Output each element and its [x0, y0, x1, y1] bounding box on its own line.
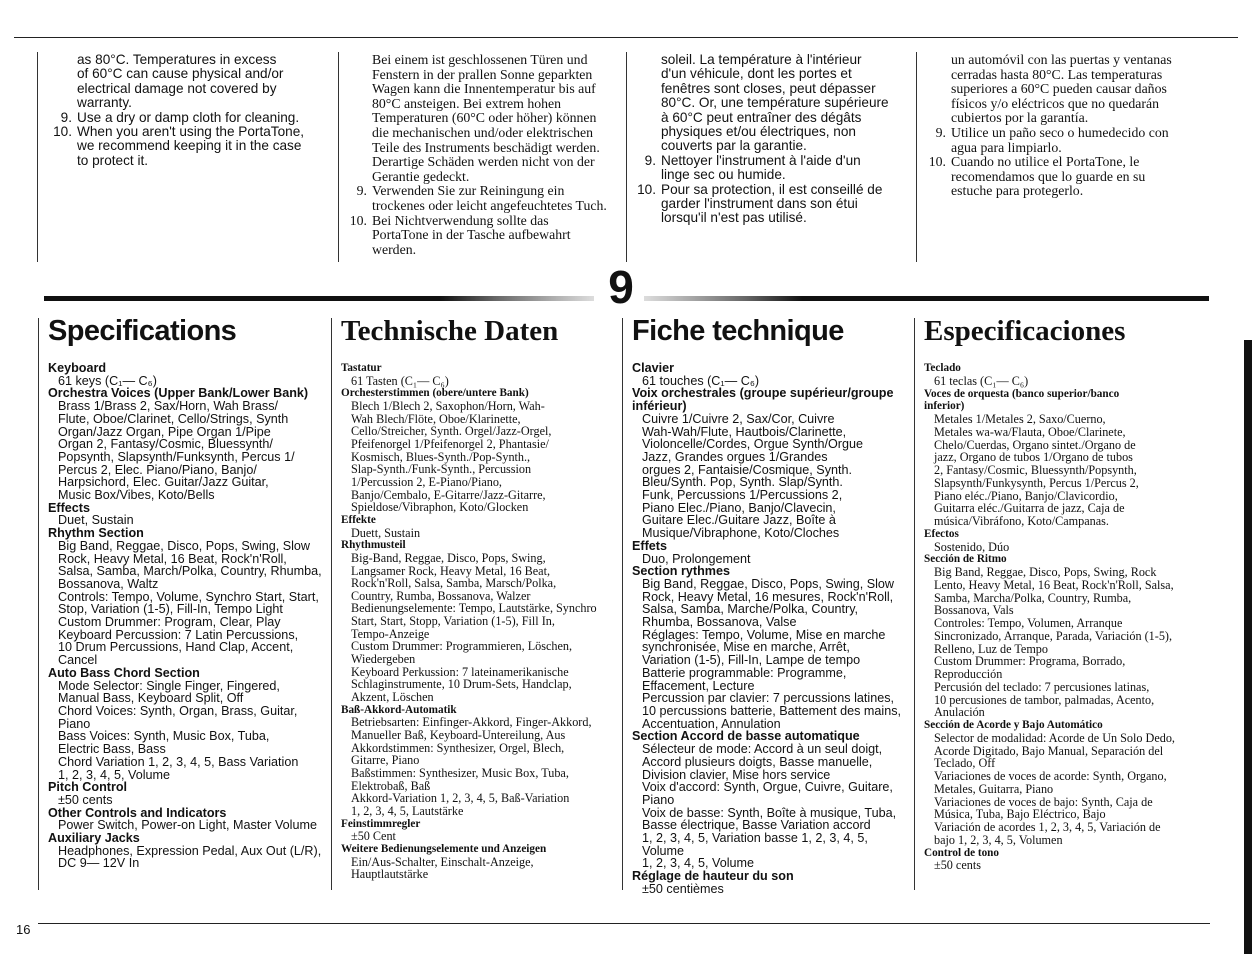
list-text — [372, 214, 625, 258]
specs-heading: Fiche technique — [632, 315, 844, 347]
numbered-list — [347, 184, 625, 257]
numbered-list — [52, 111, 334, 169]
spec-value: Duet, Sustain — [58, 513, 134, 528]
column-rule — [37, 52, 38, 262]
list-text — [372, 184, 625, 213]
list-number: 10. — [349, 212, 367, 228]
list-number: 10. — [53, 124, 72, 140]
text-line: Bei Nichtverwendung sollte das — [372, 212, 549, 228]
spec-value: Big-Band, Reggae, Disco, Pops, Swing, Langsamer Rock, Heavy Metal, 16 Beat, Rock'n'Roll, Salsa, Samba, Marsch/Polka, Country, Rumba, Bossanova, Walzer Bedienungselemente: Tempo, Lautstärke, Synchro Start, Start, Stopp, Variation (1-5), Fill In, Tempo-Anzeige Custom Drummer: Programmieren, Löschen, Wiedergeben Keyboard Perkussion: 7 lateinamerikanische Schlaginstrumente, 10 Drum-Sets, Handclap, Akzent, Löschen — [351, 550, 597, 705]
spec-list — [341, 362, 621, 881]
spec-value: ±50 cents — [58, 792, 113, 807]
text-line: Utilice un paño seco o humedecido con — [951, 124, 1169, 140]
text-line: cubiertos por la garantía. — [951, 110, 1089, 126]
text-line: Teile des Instruments beschädigt werden. — [372, 139, 600, 155]
text-line: couverts par la garantie. — [661, 138, 807, 154]
spec-label: Auto Bass Chord Section — [48, 665, 200, 680]
spec-value: ±50 cents — [934, 858, 981, 873]
spec-value: 61 keys (C₁— C₆) — [58, 373, 157, 388]
spec-value: Selector de modalidad: Acorde de Un Solo Dedo, Acorde Digitado, Bajo Manual, Separación del Teclado, Off Variaciones de voces de acorde: Synth, Organo, Metales, Guitarra, Piano Variaciones de voces de bajo: Synth, Caja de Música, Tuba, Bajo Eléctrico, Bajo Variación de acordes 1, 2, 3, 4, 5, Variación de bajo 1, 2, 3, 4, 5, Volumen — [934, 730, 1175, 847]
text-line: agua para limpiarlo. — [951, 139, 1062, 155]
numbered-list — [926, 126, 1208, 199]
spec-value: Betriebsarten: Einfinger-Akkord, Finger-Akkord, Manueller Baß, Keyboard-Untereilung, Aus Akkordstimmen: Synthesizer, Orgel, Blech, Gitarre, Piano Baßstimmen: Synthesizer, Music Box, Tuba, Elektrobaß, Baß Akkord-Variation 1, 2, 3, 4, 5, Baß-Variation 1, 2, 3, 4, 5, Lautstärke — [351, 715, 592, 818]
list-item — [926, 155, 1208, 199]
care-text-es — [926, 53, 1208, 263]
list-item — [52, 111, 334, 125]
list-number: 9. — [644, 152, 656, 168]
text-line: electrical damage not covered by — [77, 80, 277, 96]
list-text — [77, 125, 334, 168]
spec-label: Voces de orquesta (banco superior/banco inferior) — [924, 387, 1120, 413]
section-divider-right — [644, 296, 1209, 301]
text-line: Nettoyer l'instrument à l'aide d'un — [661, 152, 861, 168]
text-line: physiques et/ou électriques, non — [661, 124, 856, 140]
text-line: cerradas hasta 80°C. Las temperaturas — [951, 66, 1163, 82]
list-number: 9. — [935, 124, 946, 140]
spec-label: Weitere Bedienungselemente und Anzeigen — [341, 842, 547, 855]
text-line: Verwenden Sie zur Reiningung ein — [372, 183, 565, 199]
spec-label: Voix orchestrales (groupe supérieur/groupe inférieur) — [632, 386, 894, 414]
care-text-en — [52, 53, 334, 263]
spec-label: Réglage de hauteur du son — [632, 869, 794, 884]
column-rule — [331, 318, 332, 890]
spec-value: Sélecteur de mode: Accord à un seul doigt, Accord plusieurs doigts, Basse manuelle, Division clavier, Mise hors service Voix d'accord: Synth, Orgue, Cuivre, Guitare, Piano Voix de basse: Synth, Boîte à musique, Tuba, Basse électrique, Basse Variation accord 1, 2, 3, 4, 5, Variation basse 1, 2, 3, 4, 5, Volume 1, 2, 3, 4, 5, Volume — [642, 742, 897, 871]
text-line: Pour sa protection, il est conseillé de — [661, 181, 883, 197]
spec-value: Duett, Sustain — [351, 525, 421, 540]
spec-label: Rhythm Section — [48, 526, 144, 541]
column-rule — [914, 318, 915, 890]
spec-value: Mode Selector: Single Finger, Fingered, Manual Bass, Keyboard Split, Off Chord Voices: Synth, Organ, Brass, Guitar, Piano Bass Voices: Synth, Music Box, Tuba, Electric Bass, Bass Chord Variation 1, 2, 3, 4, 5, Bass Variation 1, 2, 3, 4, 5, Volume — [58, 678, 299, 782]
spec-value: Blech 1/Blech 2, Saxophon/Horn, Wah- Wah Blech/Flöte, Oboe/Klarinette, Cello/Streicher, Synth. Orgel/Jazz-Orgel, Pfeifenorgel 1/Pfeifenorgel 2, Phantasie/ Kosmisch, Blues-Synth./Pop-Synth., Slap-Synth./Funk-Synth., Percussion 1/Percussion 2, E-Piano/Piano, Banjo/Cembalo, E-Gitarre/Jazz-Gitarre, Spieldose/Vibraphon, Koto/Glocken — [351, 398, 552, 515]
text-line: die mechanischen und/oder elektrischen — [372, 124, 594, 140]
top-rule — [14, 37, 1238, 38]
spec-value: 61 teclas (C₁— C₆) — [934, 373, 1029, 388]
spec-label: Auxiliary Jacks — [48, 831, 140, 846]
lead-text — [52, 53, 334, 111]
spec-list — [632, 362, 912, 896]
spec-label: Rhythmusteil — [341, 539, 406, 552]
text-line: Gerantie gedeckt. — [372, 168, 470, 184]
text-line: 80°C ansteigen. Bei extrem hohen — [372, 95, 562, 111]
spec-label: Feinstimmregler — [341, 817, 421, 830]
text-line: linge sec ou humide. — [661, 167, 786, 183]
specs-column-en — [48, 314, 330, 904]
spec-label: Teclado — [924, 362, 961, 374]
lead-text — [347, 53, 625, 184]
text-line: superiores a 60°C pueden causar daños — [951, 81, 1167, 97]
list-item — [636, 183, 916, 226]
column-rule — [626, 52, 627, 262]
spec-value: Duo, Prolongement — [642, 551, 751, 566]
text-line: estuche para protegerlo. — [951, 183, 1084, 199]
text-line: 80°C. Or, une température supérieure — [661, 95, 889, 111]
spec-value: Big Band, Reggae, Disco, Pops, Swing, Rock Lento, Heavy Metal, 16 Beat, Rock'n'Roll, Salsa, Samba, Marcha/Polka, Country, Rumba, Bossanova, Vals Controles: Tempo, Volumen, Arranque Sincronizado, Arranque, Parada, Variación (1-5), Relleno, Luz de Tempo Custom Drummer: Programa, Borrado, Reproducción Percusión del teclado: 7 percusiones latinas, 10 percusiones de tambor, palmadas, Acento, Anulación — [934, 565, 1174, 720]
text-line: Wagen kann die Innentemperatur bis auf — [372, 81, 596, 97]
spec-value: Headphones, Expression Pedal, Aux Out (L/R), DC 9— 12V In — [58, 843, 322, 871]
spec-value: Power Switch, Power-on Light, Master Volume — [58, 818, 317, 833]
spec-list — [924, 362, 1206, 872]
specs-heading: Especificaciones — [924, 315, 1126, 347]
care-text-fr — [636, 53, 916, 263]
list-item — [636, 154, 916, 183]
text-line: lorsqu'il n'est pas utilisé. — [661, 210, 807, 226]
spec-label: Clavier — [632, 361, 675, 375]
spec-value: 61 touches (C₁— C₆) — [642, 373, 760, 388]
spec-label: Section rythmes — [632, 564, 730, 579]
text-line: warranty. — [77, 95, 132, 111]
list-item — [52, 125, 334, 168]
list-text — [951, 126, 1208, 155]
text-line: Use a dry or damp cloth for cleaning. — [77, 109, 300, 125]
list-item — [926, 126, 1208, 155]
text-line: Fenstern in der prallen Sonne geparkten — [372, 66, 593, 82]
text-line: garder l'instrument dans son étui — [661, 196, 858, 212]
spec-value: Brass 1/Brass 2, Sax/Horn, Wah Brass/ Flute, Oboe/Clarinet, Cello/Strings, Synth Organ/Jazz Organ, Pipe Organ 1/Pipe Organ 2, Fantasy/Cosmic, Bluessynth/ Popsynth, Slapsynth/Funksynth, Percus 1/ Percus 2, Elec. Piano/Piano, Banjo/ Harpsichord, Elec. Guitar/Jazz Guitar, Music Box/Vibes, Koto/Bells — [58, 399, 295, 503]
lead-text — [926, 53, 1208, 126]
spec-label: Sección de Ritmo — [924, 553, 1007, 566]
list-text — [661, 183, 916, 226]
text-line: un automóvil con las puertas y ventanas — [951, 53, 1172, 67]
spec-label: Effects — [48, 500, 90, 515]
specs-heading: Specifications — [48, 315, 237, 347]
column-rule — [622, 318, 623, 890]
list-number: 10. — [928, 154, 946, 170]
spec-value: ±50 centièmes — [642, 881, 724, 896]
spec-label: Section Accord de basse automatique — [632, 729, 860, 744]
spec-value: 61 Tasten (C₁— C₆) — [351, 373, 449, 388]
numbered-list — [636, 154, 916, 226]
text-line: trockenes oder leicht angefeuchtetes Tuch. — [372, 197, 607, 213]
spec-value: ±50 Cent — [351, 829, 396, 844]
spec-label: Orchestra Voices (Upper Bank/Lower Bank) — [48, 386, 309, 401]
text-line: recomendamos que lo guarde en su — [951, 168, 1146, 184]
list-item — [347, 214, 625, 258]
text-line: físicos y/o eléctricos que no quedarán — [951, 95, 1160, 111]
spec-label: Other Controls and Indicators — [48, 805, 227, 820]
lead-text — [636, 53, 916, 154]
list-text — [661, 154, 916, 183]
list-number: 9. — [60, 109, 72, 125]
section-number: 9 — [608, 261, 634, 313]
list-text — [951, 155, 1208, 199]
spec-label: Pitch Control — [48, 780, 128, 795]
spec-value: Cuivre 1/Cuivre 2, Sax/Cor, Cuivre Wah-Wah/Flute, Hautbois/Clarinette, Violoncelle/Cordes, Orgue Synth/Orgue Jazz, Grandes orgues 1/Grandes orgues 2, Fantaisie/Cosmique, Synth. Bleu/Synth. Pop, Synth. Slap/Synth. Funk, Percussions 1/Percussions 2, Piano Elec./Piano, Banjo/Clavecin, Guitare Elec./Guitare Jazz, Boîte à Musique/Vibraphone, Koto/Cloches — [642, 411, 863, 541]
text-line: we recommend keeping it in the case — [77, 138, 302, 154]
spec-value: Ein/Aus-Schalter, Einschalt-Anzeige, Hauptlautstärke — [351, 854, 534, 882]
list-text — [77, 111, 334, 125]
spec-label: Effets — [632, 538, 667, 553]
spec-label: Control de tono — [924, 846, 1000, 859]
spec-label: Efectos — [924, 527, 959, 540]
spec-label: Sección de Acorde y Bajo Automático — [924, 719, 1103, 731]
spec-label: Effekte — [341, 513, 376, 526]
list-item — [347, 184, 625, 213]
column-rule — [38, 318, 39, 890]
text-line: Derartige Schäden werden nicht von der — [372, 154, 595, 170]
text-line: PortaTone in der Tasche aufbewahrt — [372, 227, 571, 243]
specs-column-de — [341, 314, 621, 904]
column-rule — [338, 52, 339, 262]
text-line: à 60°C peut entraîner des dégâts — [661, 109, 862, 125]
text-line: of 60°C can cause physical and/or — [77, 66, 284, 82]
text-line: soleil. La température à l'intérieur — [661, 53, 862, 67]
spec-label: Tastatur — [341, 362, 382, 374]
text-line: Temperaturen (60°C oder höher) können — [372, 110, 597, 126]
care-text-de — [347, 53, 625, 263]
text-line: to protect it. — [77, 152, 149, 168]
specs-column-fr — [632, 314, 912, 904]
spec-value: Big Band, Reggae, Disco, Pops, Swing, Slow Rock, Heavy Metal, 16 Beat, Rock'n'Roll, Salsa, Samba, March/Polka, Country, Rhumba, Bossanova, Waltz Controls: Tempo, Volume, Synchro Start, Start, Stop, Variation (1-5), Fill-In, Tempo Light Custom Drummer: Program, Clear, Play Keyboard Percussion: 7 Latin Percussions, 10 Drum Percussions, Hand Clap, Accent, Cancel — [58, 538, 322, 668]
bottom-rule — [38, 923, 1210, 924]
spec-label: Keyboard — [48, 361, 107, 375]
spec-list — [48, 362, 330, 870]
spec-value: Metales 1/Metales 2, Saxo/Cuerno, Metales wa-wa/Flauta, Oboe/Clarinete, Chelo/Cuerdas, Organo sintet./Organo de jazz, Organo de tubos 1/Organo de tubos 2, Fantasy/Cosmic, Bluessynth/Popsynth, Slapsynth/Funkysynth, Percus 1/Percus 2, Piano eléc./Piano, Banjo/Clavicordio, Guitarra eléc./Guitarra de jazz, Caja de música/Vibráfono, Koto/Campanas. — [934, 412, 1139, 528]
text-line: fenêtres sont closes, peut dépasser — [661, 80, 876, 96]
specs-heading: Technische Daten — [341, 315, 559, 347]
text-line: Cuando no utilice el PortaTone, le — [951, 154, 1140, 170]
spec-value: Big Band, Reggae, Disco, Pops, Swing, Slow Rock, Heavy Metal, 16 mesures, Rock'n'Roll, Salsa, Samba, Marche/Polka, Country, Rhumba, Bossanova, Valse Réglages: Tempo, Volume, Mise en marche synchronisée, Mise en marche, Arrêt, Variation (1-5), Fill-In, Lampe de tempo Batterie programmable: Programme, Effacement, Lecture Percussion par clavier: 7 percussions latines, 10 percussions batterie, Battement des mains, Accentuation, Annulation — [642, 576, 902, 731]
text-line: d'un véhicule, dont les portes et — [661, 66, 852, 82]
text-line: Bei einem ist geschlossenen Türen und — [372, 53, 588, 67]
list-number: 10. — [637, 181, 656, 197]
spec-value: Sostenido, Dúo — [934, 539, 1010, 554]
text-line: werden. — [372, 241, 417, 257]
list-number: 9. — [356, 183, 367, 199]
spec-label: Baß-Akkord-Automatik — [341, 703, 457, 716]
spec-label: Orchesterstimmen (obere/untere Bank) — [341, 387, 529, 400]
text-line: as 80°C. Temperatures in excess — [77, 53, 277, 67]
column-rule — [916, 52, 917, 262]
section-divider-left — [44, 296, 594, 301]
page-number: 16 — [16, 922, 31, 937]
text-line: When you aren't using the PortaTone, — [77, 124, 305, 140]
specs-column-es — [924, 314, 1206, 904]
edge-mark — [1244, 340, 1252, 954]
